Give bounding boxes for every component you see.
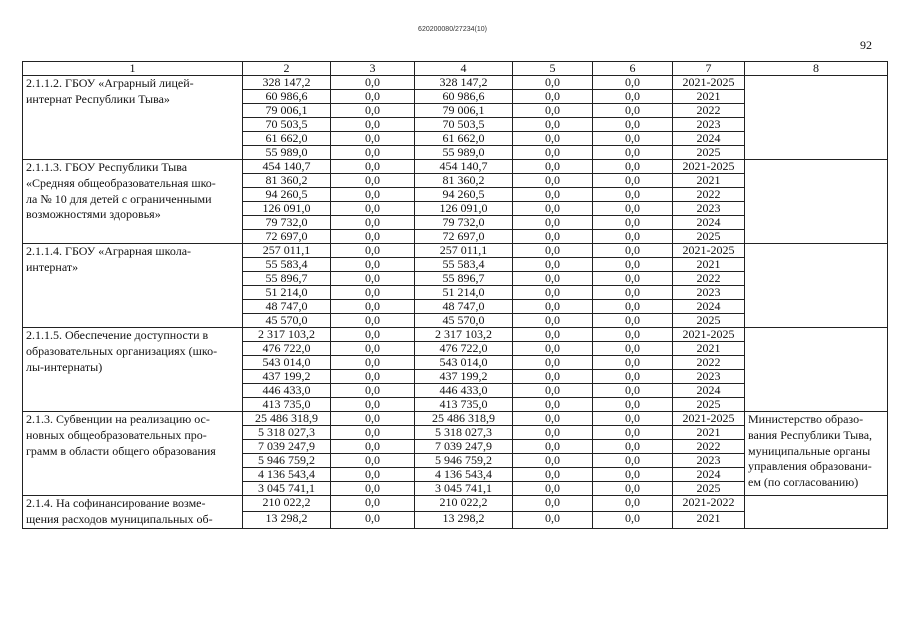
- table-row: [23, 412, 888, 426]
- table-cell: 328 147,2: [415, 76, 513, 90]
- table-cell: 0,0: [331, 104, 415, 118]
- table-cell: 0,0: [513, 258, 593, 272]
- table-row: [23, 496, 888, 512]
- table-cell: 7 039 247,9: [415, 440, 513, 454]
- table-cell: 0,0: [593, 76, 673, 90]
- table-cell: 2024: [673, 132, 745, 146]
- table-cell: 0,0: [331, 258, 415, 272]
- table-cell: 2021-2025: [673, 412, 745, 426]
- table-cell: 5 318 027,3: [243, 426, 331, 440]
- table-cell: 0,0: [593, 146, 673, 160]
- table-cell: 0,0: [593, 384, 673, 398]
- table-cell: 3 045 741,1: [415, 482, 513, 496]
- table-cell: 0,0: [331, 188, 415, 202]
- table-cell: 2021: [673, 258, 745, 272]
- table-cell: 2 317 103,2: [415, 328, 513, 342]
- table-cell: 2022: [673, 272, 745, 286]
- column-header: 3: [331, 62, 415, 76]
- table-cell: 2024: [673, 300, 745, 314]
- table-cell: 413 735,0: [415, 398, 513, 412]
- activity-name: 2.1.4. На софинансирование возме- щения расходов муниципальных об-: [23, 496, 243, 529]
- table-cell: 0,0: [593, 412, 673, 426]
- table-cell: 454 140,7: [243, 160, 331, 174]
- table-cell: 0,0: [513, 188, 593, 202]
- table-cell: 0,0: [513, 440, 593, 454]
- table-cell: 0,0: [331, 202, 415, 216]
- table-cell: 0,0: [513, 76, 593, 90]
- table-cell: 0,0: [331, 398, 415, 412]
- table-row: [23, 244, 888, 258]
- table-cell: 0,0: [593, 496, 673, 512]
- table-cell: 61 662,0: [415, 132, 513, 146]
- column-header: 4: [415, 62, 513, 76]
- table-cell: 2021: [673, 426, 745, 440]
- table-cell: 81 360,2: [243, 174, 331, 188]
- table-cell: 0,0: [331, 230, 415, 244]
- table-cell: 0,0: [593, 482, 673, 496]
- table-cell: 0,0: [593, 244, 673, 258]
- table-cell: 0,0: [331, 314, 415, 328]
- table-cell: 0,0: [593, 512, 673, 528]
- table-cell: 0,0: [593, 272, 673, 286]
- table-cell: 3 045 741,1: [243, 482, 331, 496]
- table-cell: 2024: [673, 468, 745, 482]
- table-cell: 0,0: [513, 286, 593, 300]
- table-cell: 0,0: [513, 104, 593, 118]
- table-cell: 0,0: [593, 314, 673, 328]
- table-cell: 5 946 759,2: [243, 454, 331, 468]
- table-cell: 543 014,0: [415, 356, 513, 370]
- column-header: 1: [23, 62, 243, 76]
- table-cell: 0,0: [593, 174, 673, 188]
- table-cell: 0,0: [593, 468, 673, 482]
- table-cell: 0,0: [513, 370, 593, 384]
- table-cell: 2021-2025: [673, 160, 745, 174]
- table-cell: 0,0: [331, 482, 415, 496]
- table-cell: 48 747,0: [415, 300, 513, 314]
- table-cell: 51 214,0: [243, 286, 331, 300]
- table-cell: 2024: [673, 216, 745, 230]
- table-cell: 0,0: [331, 468, 415, 482]
- table-cell: 0,0: [593, 398, 673, 412]
- table-cell: 45 570,0: [415, 314, 513, 328]
- table-cell: 0,0: [331, 174, 415, 188]
- table-cell: 0,0: [513, 202, 593, 216]
- table-cell: 0,0: [593, 160, 673, 174]
- activity-name: 2.1.1.5. Обеспечение доступности в образовательных организациях (шко- лы-интернаты): [23, 328, 243, 412]
- table-cell: 2021: [673, 512, 745, 528]
- table-cell: 0,0: [331, 132, 415, 146]
- table-cell: 81 360,2: [415, 174, 513, 188]
- table-cell: 257 011,1: [415, 244, 513, 258]
- budget-table: [22, 61, 888, 529]
- table-cell: 0,0: [331, 496, 415, 512]
- table-cell: 5 318 027,3: [415, 426, 513, 440]
- table-cell: 0,0: [513, 118, 593, 132]
- table-cell: 2022: [673, 188, 745, 202]
- table-row: [23, 328, 888, 342]
- table-cell: 0,0: [593, 440, 673, 454]
- table-cell: 2025: [673, 398, 745, 412]
- table-cell: 0,0: [593, 342, 673, 356]
- column-header: 6: [593, 62, 673, 76]
- table-cell: 0,0: [513, 512, 593, 528]
- table-cell: 210 022,2: [415, 496, 513, 512]
- table-cell: 25 486 318,9: [243, 412, 331, 426]
- table-cell: 257 011,1: [243, 244, 331, 258]
- table-cell: 0,0: [331, 384, 415, 398]
- activity-name: 2.1.1.2. ГБОУ «Аграрный лицей- интернат Республики Тыва»: [23, 76, 243, 160]
- table-cell: 2024: [673, 384, 745, 398]
- table-cell: 0,0: [331, 512, 415, 528]
- table-cell: 328 147,2: [243, 76, 331, 90]
- table-cell: 0,0: [513, 244, 593, 258]
- table-cell: 0,0: [593, 104, 673, 118]
- table-cell: 0,0: [331, 244, 415, 258]
- table-cell: 0,0: [513, 174, 593, 188]
- table-cell: 0,0: [513, 482, 593, 496]
- table-cell: 0,0: [593, 202, 673, 216]
- table-cell: 0,0: [513, 398, 593, 412]
- table-cell: 2023: [673, 118, 745, 132]
- column-header: 5: [513, 62, 593, 76]
- table-cell: 0,0: [331, 342, 415, 356]
- table-cell: 4 136 543,4: [243, 468, 331, 482]
- table-cell: 2021-2025: [673, 328, 745, 342]
- table-cell: 0,0: [513, 468, 593, 482]
- table-cell: 0,0: [513, 90, 593, 104]
- table-cell: 543 014,0: [243, 356, 331, 370]
- table-cell: 2021-2022: [673, 496, 745, 512]
- table-cell: 55 989,0: [415, 146, 513, 160]
- table-cell: 2023: [673, 370, 745, 384]
- table-cell: 0,0: [593, 426, 673, 440]
- table-cell: 0,0: [593, 188, 673, 202]
- table-cell: 48 747,0: [243, 300, 331, 314]
- table-cell: 2021-2025: [673, 76, 745, 90]
- table-cell: 0,0: [593, 90, 673, 104]
- table-cell: 0,0: [513, 314, 593, 328]
- table-cell: 0,0: [331, 328, 415, 342]
- table-cell: 437 199,2: [415, 370, 513, 384]
- activity-name: 2.1.1.4. ГБОУ «Аграрная школа- интернат»: [23, 244, 243, 328]
- table-cell: 0,0: [593, 216, 673, 230]
- table-cell: 72 697,0: [243, 230, 331, 244]
- table-cell: 0,0: [331, 160, 415, 174]
- table-cell: 55 896,7: [243, 272, 331, 286]
- table-cell: 0,0: [513, 160, 593, 174]
- table-cell: 0,0: [331, 370, 415, 384]
- table-cell: 0,0: [593, 230, 673, 244]
- table-cell: 70 503,5: [415, 118, 513, 132]
- table-cell: 446 433,0: [243, 384, 331, 398]
- table-cell: 13 298,2: [415, 512, 513, 528]
- table-cell: 0,0: [593, 454, 673, 468]
- column-header: 8: [745, 62, 888, 76]
- table-cell: 79 006,1: [243, 104, 331, 118]
- column-header: 7: [673, 62, 745, 76]
- responsible-executor: [745, 496, 888, 529]
- table-cell: 0,0: [331, 426, 415, 440]
- table-cell: 60 986,6: [243, 90, 331, 104]
- table-cell: 126 091,0: [243, 202, 331, 216]
- responsible-executor: [745, 160, 888, 244]
- table-cell: 0,0: [593, 356, 673, 370]
- table-cell: 0,0: [513, 132, 593, 146]
- table-cell: 25 486 318,9: [415, 412, 513, 426]
- table-cell: 2025: [673, 146, 745, 160]
- activity-name: 2.1.3. Субвенции на реализацию ос- новных общеобразовательных про- грамм в области общего образования: [23, 412, 243, 496]
- page-number: 92: [860, 38, 872, 52]
- table-cell: 55 583,4: [415, 258, 513, 272]
- table-cell: 0,0: [331, 356, 415, 370]
- table-cell: 0,0: [331, 454, 415, 468]
- table-cell: 0,0: [331, 272, 415, 286]
- table-cell: 0,0: [593, 370, 673, 384]
- table-cell: 0,0: [513, 328, 593, 342]
- table-cell: 0,0: [513, 426, 593, 440]
- responsible-executor: [745, 244, 888, 328]
- table-cell: 2023: [673, 202, 745, 216]
- table-cell: 2023: [673, 286, 745, 300]
- table-cell: 0,0: [513, 230, 593, 244]
- table-cell: 0,0: [513, 342, 593, 356]
- table-cell: 476 722,0: [415, 342, 513, 356]
- table-cell: 0,0: [513, 146, 593, 160]
- table-cell: 0,0: [593, 286, 673, 300]
- table-cell: 0,0: [331, 216, 415, 230]
- table-cell: 0,0: [513, 454, 593, 468]
- table-cell: 79 732,0: [415, 216, 513, 230]
- table-cell: 2021: [673, 342, 745, 356]
- table-cell: 0,0: [593, 132, 673, 146]
- table-cell: 210 022,2: [243, 496, 331, 512]
- table-cell: 4 136 543,4: [415, 468, 513, 482]
- table-cell: 94 260,5: [243, 188, 331, 202]
- table-cell: 0,0: [331, 412, 415, 426]
- table-cell: 0,0: [513, 356, 593, 370]
- table-cell: 0,0: [513, 384, 593, 398]
- table-cell: 0,0: [593, 258, 673, 272]
- column-header: 2: [243, 62, 331, 76]
- table-cell: 2025: [673, 482, 745, 496]
- table-cell: 94 260,5: [415, 188, 513, 202]
- header-row: [23, 62, 888, 76]
- table-cell: 0,0: [593, 328, 673, 342]
- table-cell: 454 140,7: [415, 160, 513, 174]
- table-cell: 79 006,1: [415, 104, 513, 118]
- table-cell: 70 503,5: [243, 118, 331, 132]
- table-cell: 55 896,7: [415, 272, 513, 286]
- table-cell: 476 722,0: [243, 342, 331, 356]
- table-cell: 2022: [673, 440, 745, 454]
- table-cell: 60 986,6: [415, 90, 513, 104]
- table-cell: 55 583,4: [243, 258, 331, 272]
- table-cell: 2025: [673, 230, 745, 244]
- table-cell: 2021: [673, 90, 745, 104]
- table-cell: 45 570,0: [243, 314, 331, 328]
- responsible-executor: [745, 328, 888, 412]
- table-cell: 446 433,0: [415, 384, 513, 398]
- table-cell: 0,0: [593, 300, 673, 314]
- table-cell: 0,0: [513, 272, 593, 286]
- table-cell: 437 199,2: [243, 370, 331, 384]
- table-cell: 0,0: [513, 496, 593, 512]
- table-cell: 79 732,0: [243, 216, 331, 230]
- table-cell: 2025: [673, 314, 745, 328]
- table-cell: 0,0: [331, 300, 415, 314]
- table-cell: 413 735,0: [243, 398, 331, 412]
- table-cell: 0,0: [331, 118, 415, 132]
- table-cell: 0,0: [331, 440, 415, 454]
- table-cell: 5 946 759,2: [415, 454, 513, 468]
- table-cell: 2022: [673, 356, 745, 370]
- activity-name: 2.1.1.3. ГБОУ Республики Тыва «Средняя общеобразовательная шко- ла № 10 для детей с ограниченными возможностями здоровья»: [23, 160, 243, 244]
- table-cell: 0,0: [513, 412, 593, 426]
- table-row: [23, 76, 888, 90]
- table-cell: 7 039 247,9: [243, 440, 331, 454]
- table-cell: 0,0: [513, 216, 593, 230]
- table-cell: 55 989,0: [243, 146, 331, 160]
- table-cell: 0,0: [331, 146, 415, 160]
- table-cell: 0,0: [593, 118, 673, 132]
- table-cell: 0,0: [331, 90, 415, 104]
- table-cell: 126 091,0: [415, 202, 513, 216]
- table-row: [23, 160, 888, 174]
- table-cell: 0,0: [331, 286, 415, 300]
- table-cell: 72 697,0: [415, 230, 513, 244]
- table-cell: 2023: [673, 454, 745, 468]
- responsible-executor: [745, 76, 888, 160]
- table-cell: 2022: [673, 104, 745, 118]
- table-cell: 0,0: [331, 76, 415, 90]
- table-cell: 51 214,0: [415, 286, 513, 300]
- table-cell: 2 317 103,2: [243, 328, 331, 342]
- table-cell: 0,0: [513, 300, 593, 314]
- table-cell: 13 298,2: [243, 512, 331, 528]
- table-cell: 2021: [673, 174, 745, 188]
- document-id: 620200080/27234(10): [418, 26, 487, 33]
- table-cell: 61 662,0: [243, 132, 331, 146]
- responsible-executor: Министерство образо- вания Республики Тыва, муниципальные органы управления образовани- ем (по согласованию): [745, 412, 888, 496]
- table-cell: 2021-2025: [673, 244, 745, 258]
